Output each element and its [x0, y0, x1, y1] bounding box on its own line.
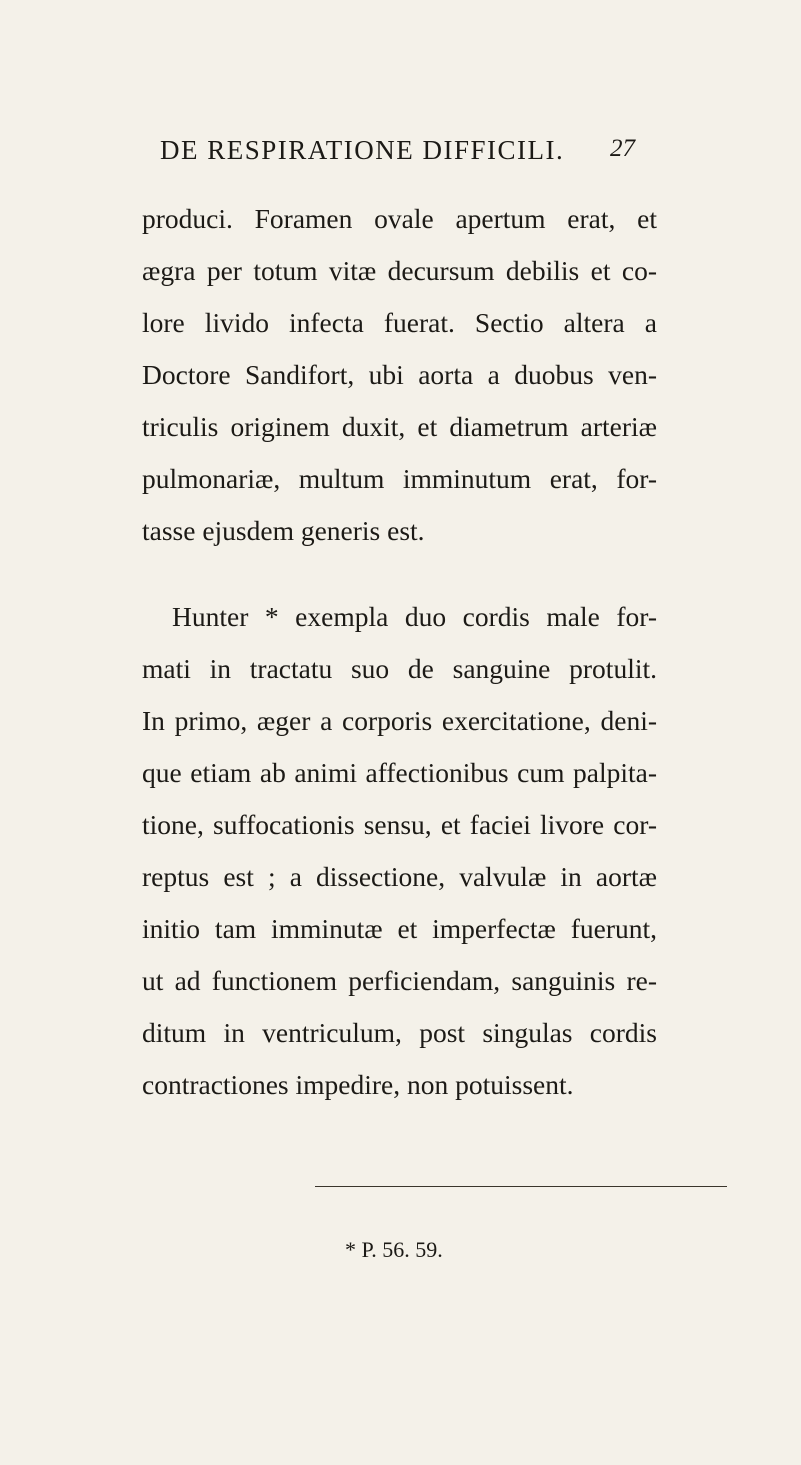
- running-head: [0, 135, 801, 175]
- text-line: Doctore Sandifort, ubi aorta a duobus ven-: [142, 359, 657, 390]
- text-line: ditum in ventriculum, post singulas cordis: [142, 1017, 657, 1048]
- footnote: * P. 56. 59.: [345, 1237, 443, 1262]
- text-line: que etiam ab animi affectionibus cum palpita-: [142, 757, 657, 788]
- text-line: tione, suffocationis sensu, et faciei livore cor-: [142, 809, 657, 840]
- text-line: ægra per totum vitæ decursum debilis et co-: [142, 255, 657, 286]
- text-line: triculis originem duxit, et diametrum arteriæ: [142, 411, 657, 442]
- text-line: Hunter * exempla duo cordis male for-: [172, 601, 657, 632]
- paragraph-gap: [142, 557, 657, 591]
- text-line: mati in tractatu suo de sanguine protulit.: [142, 653, 657, 684]
- paragraph-2: [142, 591, 657, 1111]
- paragraph-1: [142, 193, 657, 557]
- footnote-rule: [315, 1186, 727, 1187]
- text-line: ut ad functionem perficiendam, sanguinis re-: [142, 965, 657, 996]
- body-text: [142, 193, 657, 1111]
- running-title: DE RESPIRATIONE DIFFICILI.: [160, 135, 565, 165]
- page-number: 27: [610, 135, 635, 162]
- text-line: contractiones impedire, non potuissent.: [142, 1069, 574, 1100]
- text-line: pulmonariæ, multum imminutum erat, for-: [142, 463, 657, 494]
- text-line: produci. Foramen ovale apertum erat, et: [142, 203, 657, 234]
- text-line: reptus est ; a dissectione, valvulæ in aortæ: [142, 861, 657, 892]
- text-line: lore livido infecta fuerat. Sectio altera a: [142, 307, 657, 338]
- text-line: In primo, æger a corporis exercitatione, deni-: [142, 705, 657, 736]
- text-line: initio tam imminutæ et imperfectæ fuerunt,: [142, 913, 657, 944]
- text-line: tasse ejusdem generis est.: [142, 515, 425, 546]
